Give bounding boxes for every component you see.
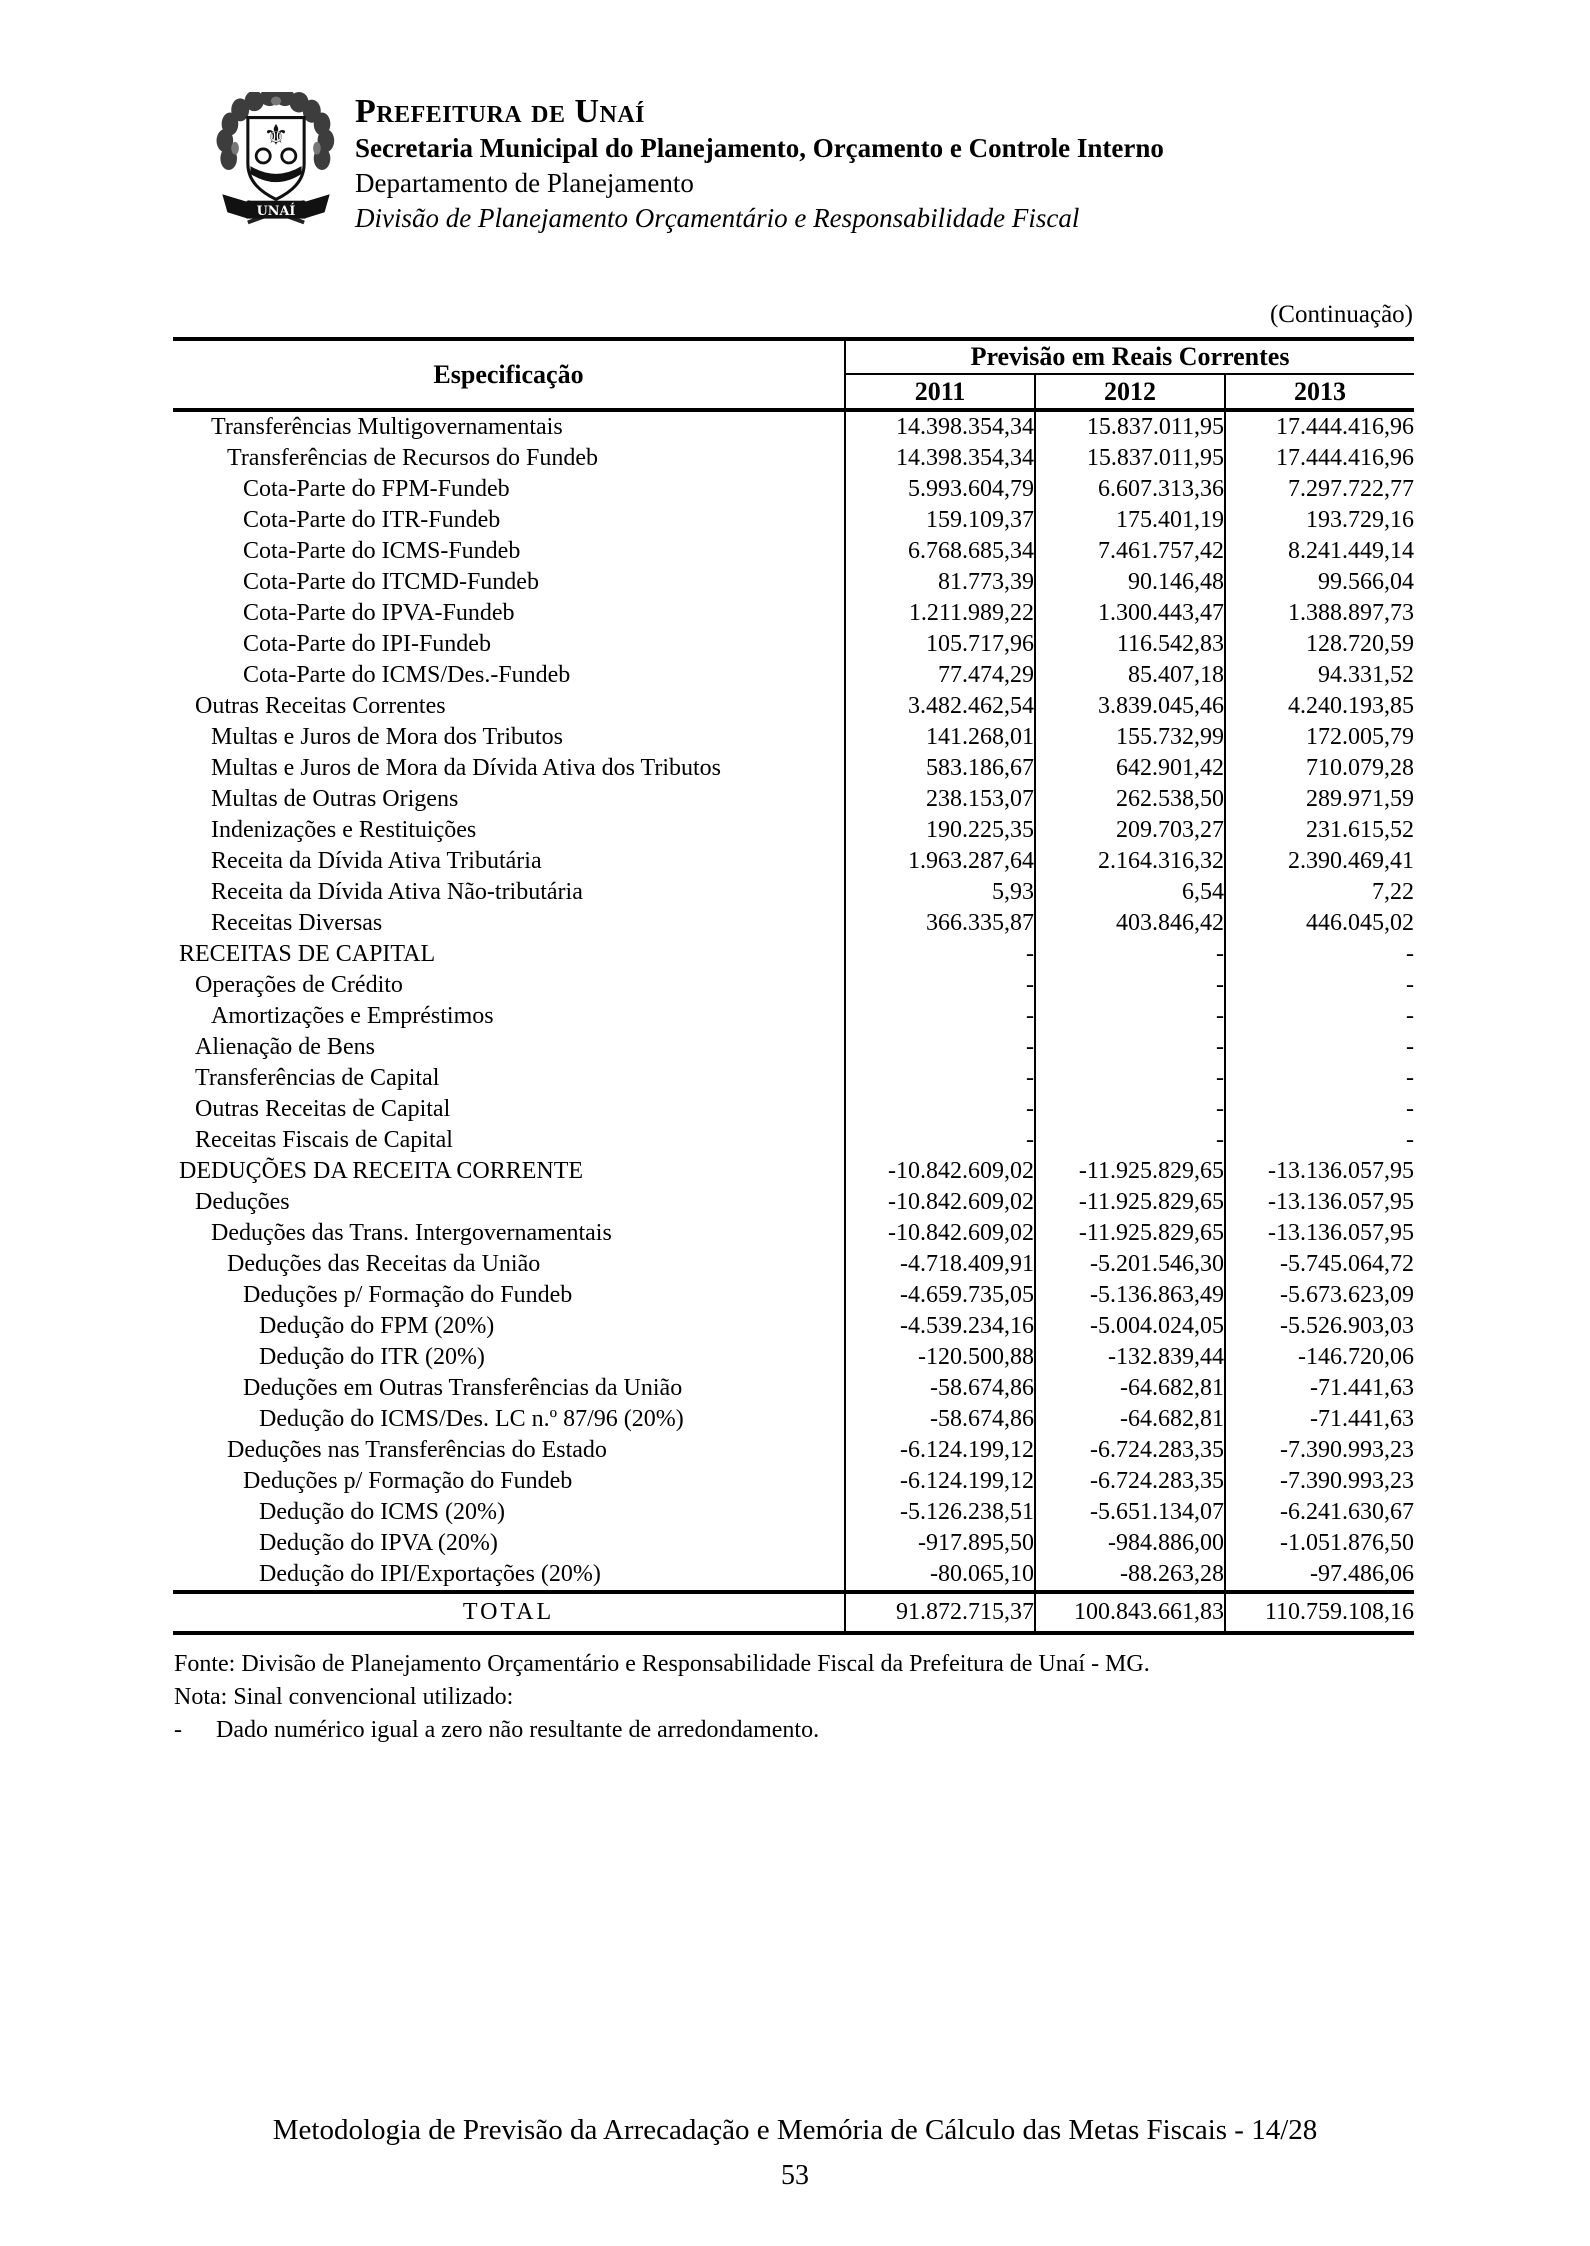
- spec-cell: Receita da Dívida Ativa Não-tributária: [173, 877, 845, 908]
- table-row: [173, 1001, 1414, 1032]
- value-cell: 7.461.757,42: [1035, 536, 1225, 567]
- value-cell: -: [845, 1094, 1035, 1125]
- table-row: [173, 629, 1414, 660]
- spec-cell: Outras Receitas Correntes: [173, 691, 845, 722]
- spec-cell: Multas e Juros de Mora da Dívida Ativa dos Tributos: [173, 753, 845, 784]
- value-cell: -: [845, 1125, 1035, 1156]
- spec-cell: Transferências Multigovernamentais: [173, 410, 845, 443]
- column-header-especificacao: Especificação: [173, 339, 845, 410]
- table-row: [173, 722, 1414, 753]
- spec-cell: Cota-Parte do FPM-Fundeb: [173, 474, 845, 505]
- value-cell: 3.482.462,54: [845, 691, 1035, 722]
- value-cell: -5.526.903,03: [1225, 1311, 1414, 1342]
- value-cell: -4.659.735,05: [845, 1280, 1035, 1311]
- source-line: Fonte: Divisão de Planejamento Orçamentário e Responsabilidade Fiscal da Prefeitura de Unaí - MG.: [174, 1651, 1150, 1677]
- value-cell: 159.109,37: [845, 505, 1035, 536]
- municipal-coat-of-arms-logo: [212, 92, 340, 225]
- column-header-year-2011: 2011: [845, 374, 1035, 410]
- spec-cell: Indenizações e Restituições: [173, 815, 845, 846]
- org-name: Prefeitura de Unaí: [355, 93, 646, 130]
- dash-symbol: -: [174, 1717, 182, 1743]
- value-cell: -5.126.238,51: [845, 1497, 1035, 1528]
- value-cell: 105.717,96: [845, 629, 1035, 660]
- value-cell: -: [845, 1063, 1035, 1094]
- column-header-year-2012: 2012: [1035, 374, 1225, 410]
- value-cell: -7.390.993,23: [1225, 1435, 1414, 1466]
- spec-cell: Deduções nas Transferências do Estado: [173, 1435, 845, 1466]
- budget-forecast-table: [173, 337, 1414, 1635]
- table-row: [173, 877, 1414, 908]
- spec-cell: Deduções: [173, 1187, 845, 1218]
- value-cell: -10.842.609,02: [845, 1187, 1035, 1218]
- value-cell: 2.390.469,41: [1225, 846, 1414, 877]
- value-cell: -4.539.234,16: [845, 1311, 1035, 1342]
- spec-cell: Receitas Fiscais de Capital: [173, 1125, 845, 1156]
- value-cell: 1.963.287,64: [845, 846, 1035, 877]
- spec-cell: Cota-Parte do ITCMD-Fundeb: [173, 567, 845, 598]
- value-cell: 15.837.011,95: [1035, 410, 1225, 443]
- value-cell: 262.538,50: [1035, 784, 1225, 815]
- value-cell: 116.542,83: [1035, 629, 1225, 660]
- value-cell: 17.444.416,96: [1225, 443, 1414, 474]
- value-cell: -10.842.609,02: [845, 1156, 1035, 1187]
- value-cell: -11.925.829,65: [1035, 1218, 1225, 1249]
- value-cell: 231.615,52: [1225, 815, 1414, 846]
- value-cell: 190.225,35: [845, 815, 1035, 846]
- total-value-2012: 100.843.661,83: [1035, 1592, 1225, 1633]
- value-cell: 710.079,28: [1225, 753, 1414, 784]
- value-cell: -: [1225, 1094, 1414, 1125]
- document-footer-title: Metodologia de Previsão da Arrecadação e Memória de Cálculo das Metas Fiscais - 14/28: [272, 2114, 1318, 2146]
- spec-cell: Receita da Dívida Ativa Tributária: [173, 846, 845, 877]
- value-cell: -: [1035, 1032, 1225, 1063]
- table-row: [173, 1528, 1414, 1559]
- spec-cell: Receitas Diversas: [173, 908, 845, 939]
- table-row: [173, 567, 1414, 598]
- value-cell: 14.398.354,34: [845, 410, 1035, 443]
- value-cell: -71.441,63: [1225, 1373, 1414, 1404]
- value-cell: 14.398.354,34: [845, 443, 1035, 474]
- spec-cell: Dedução do ICMS/Des. LC n.º 87/96 (20%): [173, 1404, 845, 1435]
- spec-cell: Cota-Parte do IPVA-Fundeb: [173, 598, 845, 629]
- value-cell: 1.300.443,47: [1035, 598, 1225, 629]
- value-cell: -: [1035, 970, 1225, 1001]
- value-cell: 238.153,07: [845, 784, 1035, 815]
- value-cell: -917.895,50: [845, 1528, 1035, 1559]
- table-row: [173, 1373, 1414, 1404]
- value-cell: -64.682,81: [1035, 1404, 1225, 1435]
- spec-cell: Cota-Parte do IPI-Fundeb: [173, 629, 845, 660]
- spec-cell: Outras Receitas de Capital: [173, 1094, 845, 1125]
- value-cell: 85.407,18: [1035, 660, 1225, 691]
- table-row: [173, 815, 1414, 846]
- value-cell: -: [1225, 939, 1414, 970]
- spec-cell: Dedução do ITR (20%): [173, 1342, 845, 1373]
- table-row: [173, 908, 1414, 939]
- table-row: [173, 1435, 1414, 1466]
- dash-text: Dado numérico igual a zero não resultante de arredondamento.: [216, 1717, 820, 1743]
- value-cell: 4.240.193,85: [1225, 691, 1414, 722]
- value-cell: -: [1035, 1001, 1225, 1032]
- value-cell: 6,54: [1035, 877, 1225, 908]
- value-cell: -: [1225, 1032, 1414, 1063]
- value-cell: -11.925.829,65: [1035, 1156, 1225, 1187]
- value-cell: 5,93: [845, 877, 1035, 908]
- fleur-de-lis-icon: ⚜: [263, 118, 289, 152]
- value-cell: -: [1225, 1125, 1414, 1156]
- value-cell: 209.703,27: [1035, 815, 1225, 846]
- value-cell: -5.745.064,72: [1225, 1249, 1414, 1280]
- value-cell: 175.401,19: [1035, 505, 1225, 536]
- table-row: [173, 1404, 1414, 1435]
- value-cell: -: [1035, 939, 1225, 970]
- value-cell: -: [1035, 1125, 1225, 1156]
- value-cell: -1.051.876,50: [1225, 1528, 1414, 1559]
- continuation-label: (Continuação): [1269, 301, 1413, 328]
- value-cell: -: [1035, 1094, 1225, 1125]
- table-row: [173, 474, 1414, 505]
- value-cell: -10.842.609,02: [845, 1218, 1035, 1249]
- spec-cell: Deduções em Outras Transferências da União: [173, 1373, 845, 1404]
- table-row: [173, 1249, 1414, 1280]
- value-cell: -88.263,28: [1035, 1559, 1225, 1592]
- column-group-header: Previsão em Reais Correntes: [845, 339, 1414, 374]
- value-cell: -80.065,10: [845, 1559, 1035, 1592]
- spec-cell: Dedução do ICMS (20%): [173, 1497, 845, 1528]
- spec-cell: Transferências de Capital: [173, 1063, 845, 1094]
- spec-cell: Multas e Juros de Mora dos Tributos: [173, 722, 845, 753]
- table-body: [173, 410, 1414, 1592]
- value-cell: 1.388.897,73: [1225, 598, 1414, 629]
- table-row: [173, 1094, 1414, 1125]
- value-cell: -97.486,06: [1225, 1559, 1414, 1592]
- spec-cell: DEDUÇÕES DA RECEITA CORRENTE: [173, 1156, 845, 1187]
- table-row: [173, 1342, 1414, 1373]
- value-cell: -5.136.863,49: [1035, 1280, 1225, 1311]
- value-cell: 99.566,04: [1225, 567, 1414, 598]
- value-cell: -13.136.057,95: [1225, 1218, 1414, 1249]
- value-cell: -: [845, 1001, 1035, 1032]
- spec-cell: Deduções p/ Formação do Fundeb: [173, 1466, 845, 1497]
- value-cell: 3.839.045,46: [1035, 691, 1225, 722]
- spec-cell: Multas de Outras Origens: [173, 784, 845, 815]
- value-cell: -984.886,00: [1035, 1528, 1225, 1559]
- note-line: Nota: Sinal convencional utilizado:: [174, 1684, 514, 1710]
- value-cell: 81.773,39: [845, 567, 1035, 598]
- value-cell: -5.673.623,09: [1225, 1280, 1414, 1311]
- value-cell: 403.846,42: [1035, 908, 1225, 939]
- table-row: [173, 846, 1414, 877]
- value-cell: -6.124.199,12: [845, 1435, 1035, 1466]
- spec-cell: Dedução do IPI/Exportações (20%): [173, 1559, 845, 1592]
- spec-cell: Cota-Parte do ICMS/Des.-Fundeb: [173, 660, 845, 691]
- value-cell: -: [845, 970, 1035, 1001]
- value-cell: 583.186,67: [845, 753, 1035, 784]
- department-line: Departamento de Planejamento: [355, 168, 694, 198]
- spec-cell: Cota-Parte do ITR-Fundeb: [173, 505, 845, 536]
- table-row: [173, 1063, 1414, 1094]
- value-cell: 289.971,59: [1225, 784, 1414, 815]
- value-cell: 6.768.685,34: [845, 536, 1035, 567]
- value-cell: 15.837.011,95: [1035, 443, 1225, 474]
- value-cell: 193.729,16: [1225, 505, 1414, 536]
- total-label: TOTAL: [173, 1592, 845, 1633]
- value-cell: -6.241.630,67: [1225, 1497, 1414, 1528]
- table-row: [173, 1280, 1414, 1311]
- value-cell: 155.732,99: [1035, 722, 1225, 753]
- value-cell: -71.441,63: [1225, 1404, 1414, 1435]
- total-value-2013: 110.759.108,16: [1225, 1592, 1414, 1633]
- value-cell: 90.146,48: [1035, 567, 1225, 598]
- spec-cell: Dedução do IPVA (20%): [173, 1528, 845, 1559]
- value-cell: -5.004.024,05: [1035, 1311, 1225, 1342]
- spec-cell: Dedução do FPM (20%): [173, 1311, 845, 1342]
- table-row: [173, 598, 1414, 629]
- secretariat-line: Secretaria Municipal do Planejamento, Orçamento e Controle Interno: [355, 133, 1164, 163]
- value-cell: 6.607.313,36: [1035, 474, 1225, 505]
- table-row: [173, 1311, 1414, 1342]
- spec-cell: Cota-Parte do ICMS-Fundeb: [173, 536, 845, 567]
- value-cell: 2.164.316,32: [1035, 846, 1225, 877]
- table-row: [173, 443, 1414, 474]
- value-cell: -120.500,88: [845, 1342, 1035, 1373]
- value-cell: -5.651.134,07: [1035, 1497, 1225, 1528]
- value-cell: 642.901,42: [1035, 753, 1225, 784]
- spec-cell: Alienação de Bens: [173, 1032, 845, 1063]
- table-row: [173, 1125, 1414, 1156]
- value-cell: 5.993.604,79: [845, 474, 1035, 505]
- value-cell: 1.211.989,22: [845, 598, 1035, 629]
- value-cell: -: [1225, 1063, 1414, 1094]
- total-row: [173, 1592, 1414, 1633]
- spec-cell: RECEITAS DE CAPITAL: [173, 939, 845, 970]
- table-row: [173, 1032, 1414, 1063]
- value-cell: -58.674,86: [845, 1404, 1035, 1435]
- value-cell: -11.925.829,65: [1035, 1187, 1225, 1218]
- value-cell: -146.720,06: [1225, 1342, 1414, 1373]
- table-row: [173, 536, 1414, 567]
- value-cell: 77.474,29: [845, 660, 1035, 691]
- banner-text: UNAÍ: [256, 203, 296, 219]
- value-cell: -58.674,86: [845, 1373, 1035, 1404]
- value-cell: -4.718.409,91: [845, 1249, 1035, 1280]
- table-row: [173, 1559, 1414, 1592]
- value-cell: -7.390.993,23: [1225, 1466, 1414, 1497]
- table-row: [173, 753, 1414, 784]
- table-row: [173, 939, 1414, 970]
- letterhead-text: [355, 92, 1164, 236]
- value-cell: -: [845, 1032, 1035, 1063]
- value-cell: -6.724.283,35: [1035, 1466, 1225, 1497]
- table-row: [173, 691, 1414, 722]
- value-cell: -13.136.057,95: [1225, 1156, 1414, 1187]
- division-line: Divisão de Planejamento Orçamentário e Responsabilidade Fiscal: [355, 203, 1080, 233]
- value-cell: -5.201.546,30: [1035, 1249, 1225, 1280]
- value-cell: 141.268,01: [845, 722, 1035, 753]
- value-cell: -64.682,81: [1035, 1373, 1225, 1404]
- value-cell: 128.720,59: [1225, 629, 1414, 660]
- value-cell: -13.136.057,95: [1225, 1187, 1414, 1218]
- value-cell: 17.444.416,96: [1225, 410, 1414, 443]
- value-cell: -132.839,44: [1035, 1342, 1225, 1373]
- value-cell: 94.331,52: [1225, 660, 1414, 691]
- value-cell: 7,22: [1225, 877, 1414, 908]
- table-row: [173, 1187, 1414, 1218]
- spec-cell: Deduções das Receitas da União: [173, 1249, 845, 1280]
- spec-cell: Transferências de Recursos do Fundeb: [173, 443, 845, 474]
- value-cell: 7.297.722,77: [1225, 474, 1414, 505]
- page-number: 53: [781, 2160, 809, 2191]
- value-cell: 446.045,02: [1225, 908, 1414, 939]
- spec-cell: Operações de Crédito: [173, 970, 845, 1001]
- spec-cell: Deduções p/ Formação do Fundeb: [173, 1280, 845, 1311]
- value-cell: 172.005,79: [1225, 722, 1414, 753]
- letterhead: [212, 92, 1164, 236]
- value-cell: -6.124.199,12: [845, 1466, 1035, 1497]
- value-cell: -6.724.283,35: [1035, 1435, 1225, 1466]
- total-value-2011: 91.872.715,37: [845, 1592, 1035, 1633]
- table-row: [173, 1497, 1414, 1528]
- table-row: [173, 1466, 1414, 1497]
- table-row: [173, 1218, 1414, 1249]
- table-notes: [174, 1648, 1150, 1747]
- note-dash-item: [174, 1714, 1150, 1747]
- spec-cell: Deduções das Trans. Intergovernamentais: [173, 1218, 845, 1249]
- value-cell: -: [1225, 1001, 1414, 1032]
- table-row: [173, 505, 1414, 536]
- table-row: [173, 660, 1414, 691]
- value-cell: -: [1035, 1063, 1225, 1094]
- value-cell: -: [1225, 970, 1414, 1001]
- value-cell: 8.241.449,14: [1225, 536, 1414, 567]
- spec-cell: Amortizações e Empréstimos: [173, 1001, 845, 1032]
- column-header-year-2013: 2013: [1225, 374, 1414, 410]
- table-row: [173, 1156, 1414, 1187]
- table-row: [173, 410, 1414, 443]
- table-row: [173, 970, 1414, 1001]
- value-cell: -: [845, 939, 1035, 970]
- table-row: [173, 784, 1414, 815]
- value-cell: 366.335,87: [845, 908, 1035, 939]
